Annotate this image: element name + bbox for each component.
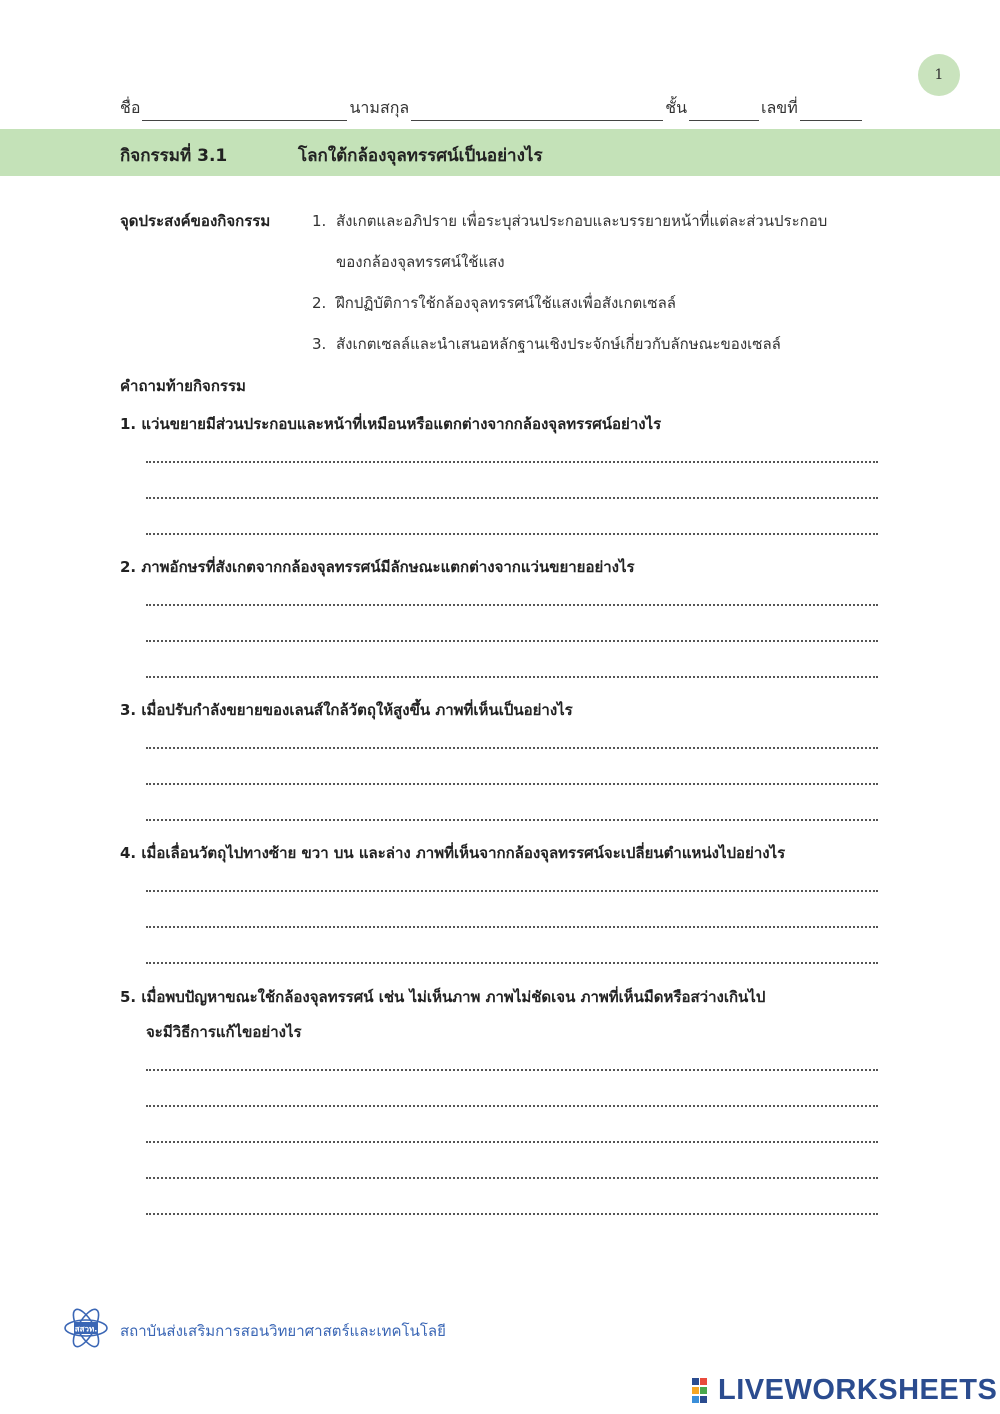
activity-title: โลกใต้กล้องจุลทรรศน์เป็นอย่างไร xyxy=(298,146,543,166)
page-number: 1 xyxy=(918,54,960,96)
question-1: 1. แว่นขยายมีส่วนประกอบและหน้าที่เหมือนหรือแตกต่างจากกล้องจุลทรรศน์อย่างไร xyxy=(120,415,662,433)
question-2: 2. ภาพอักษรที่สังเกตจากกล้องจุลทรรศน์มีลักษณะแตกต่างจากแว่นขยายอย่างไร xyxy=(120,558,635,576)
surname-field[interactable] xyxy=(411,102,663,121)
number-field[interactable] xyxy=(800,102,862,121)
surname-label: นามสกุล xyxy=(349,98,410,117)
objective-item: 2. ฝึกปฏิบัติการใช้กล้องจุลทรรศน์ใช้แสงเพื่อสังเกตเซลล์ xyxy=(312,294,676,312)
answer-line[interactable] xyxy=(146,819,878,821)
name-field[interactable] xyxy=(142,102,347,121)
objective-item-continued: ของกล้องจุลทรรศน์ใช้แสง xyxy=(336,253,505,271)
answer-line[interactable] xyxy=(146,1213,878,1215)
answer-line[interactable] xyxy=(146,962,878,964)
class-field[interactable] xyxy=(689,102,759,121)
objectives-label: จุดประสงค์ของกิจกรรม xyxy=(120,212,271,230)
number-label: เลขที่ xyxy=(761,98,798,117)
name-label: ชื่อ xyxy=(120,98,141,117)
answer-line[interactable] xyxy=(146,497,878,499)
answer-line[interactable] xyxy=(146,1069,878,1071)
answer-line[interactable] xyxy=(146,747,878,749)
answer-line[interactable] xyxy=(146,461,878,463)
answer-line[interactable] xyxy=(146,604,878,606)
objective-item: 1. สังเกตและอภิปราย เพื่อระบุส่วนประกอบและบรรยายหน้าที่แต่ละส่วนประกอบ xyxy=(312,212,828,230)
brand-text: LIVEWORKSHEETS xyxy=(718,1374,998,1406)
answer-line[interactable] xyxy=(146,926,878,928)
liveworksheets-brand xyxy=(692,1374,997,1407)
question-3: 3. เมื่อปรับกำลังขยายของเลนส์ใกล้วัตถุให้สูงขึ้น ภาพที่เห็นเป็นอย่างไร xyxy=(120,701,573,719)
objective-item: 3. สังเกตเซลล์และนำเสนอหลักฐานเชิงประจักษ์เกี่ยวกับลักษณะของเซลล์ xyxy=(312,335,781,353)
student-info-line xyxy=(120,96,880,121)
answer-line[interactable] xyxy=(146,1141,878,1143)
question-5-continued: จะมีวิธีการแก้ไขอย่างไร xyxy=(146,1023,302,1041)
activity-code: กิจกรรมที่ 3.1 xyxy=(120,146,228,166)
questions-heading: คำถามท้ายกิจกรรม xyxy=(120,377,246,395)
ipst-logo-icon xyxy=(62,1300,110,1356)
activity-banner xyxy=(0,129,1000,176)
logo-text: สสวท. xyxy=(74,1324,98,1334)
answer-line[interactable] xyxy=(146,640,878,642)
answer-line[interactable] xyxy=(146,1177,878,1179)
answer-line[interactable] xyxy=(146,533,878,535)
answer-line[interactable] xyxy=(146,783,878,785)
question-5: 5. เมื่อพบปัญหาขณะใช้กล้องจุลทรรศน์ เช่น ไม่เห็นภาพ ภาพไม่ชัดเจน ภาพที่เห็นมืดหรือสว่างเกินไป xyxy=(120,988,766,1006)
answer-line[interactable] xyxy=(146,676,878,678)
question-4: 4. เมื่อเลื่อนวัตถุไปทางซ้าย ขวา บน และล่าง ภาพที่เห็นจากกล้องจุลทรรศน์จะเปลี่ยนตำแหน่งไปอย่างไร xyxy=(120,844,786,862)
answer-line[interactable] xyxy=(146,1105,878,1107)
institute-name: สถาบันส่งเสริมการสอนวิทยาศาสตร์และเทคโนโลยี xyxy=(120,1322,446,1340)
liveworksheets-logo-icon xyxy=(692,1378,716,1404)
answer-line[interactable] xyxy=(146,890,878,892)
class-label: ชั้น xyxy=(665,98,687,117)
